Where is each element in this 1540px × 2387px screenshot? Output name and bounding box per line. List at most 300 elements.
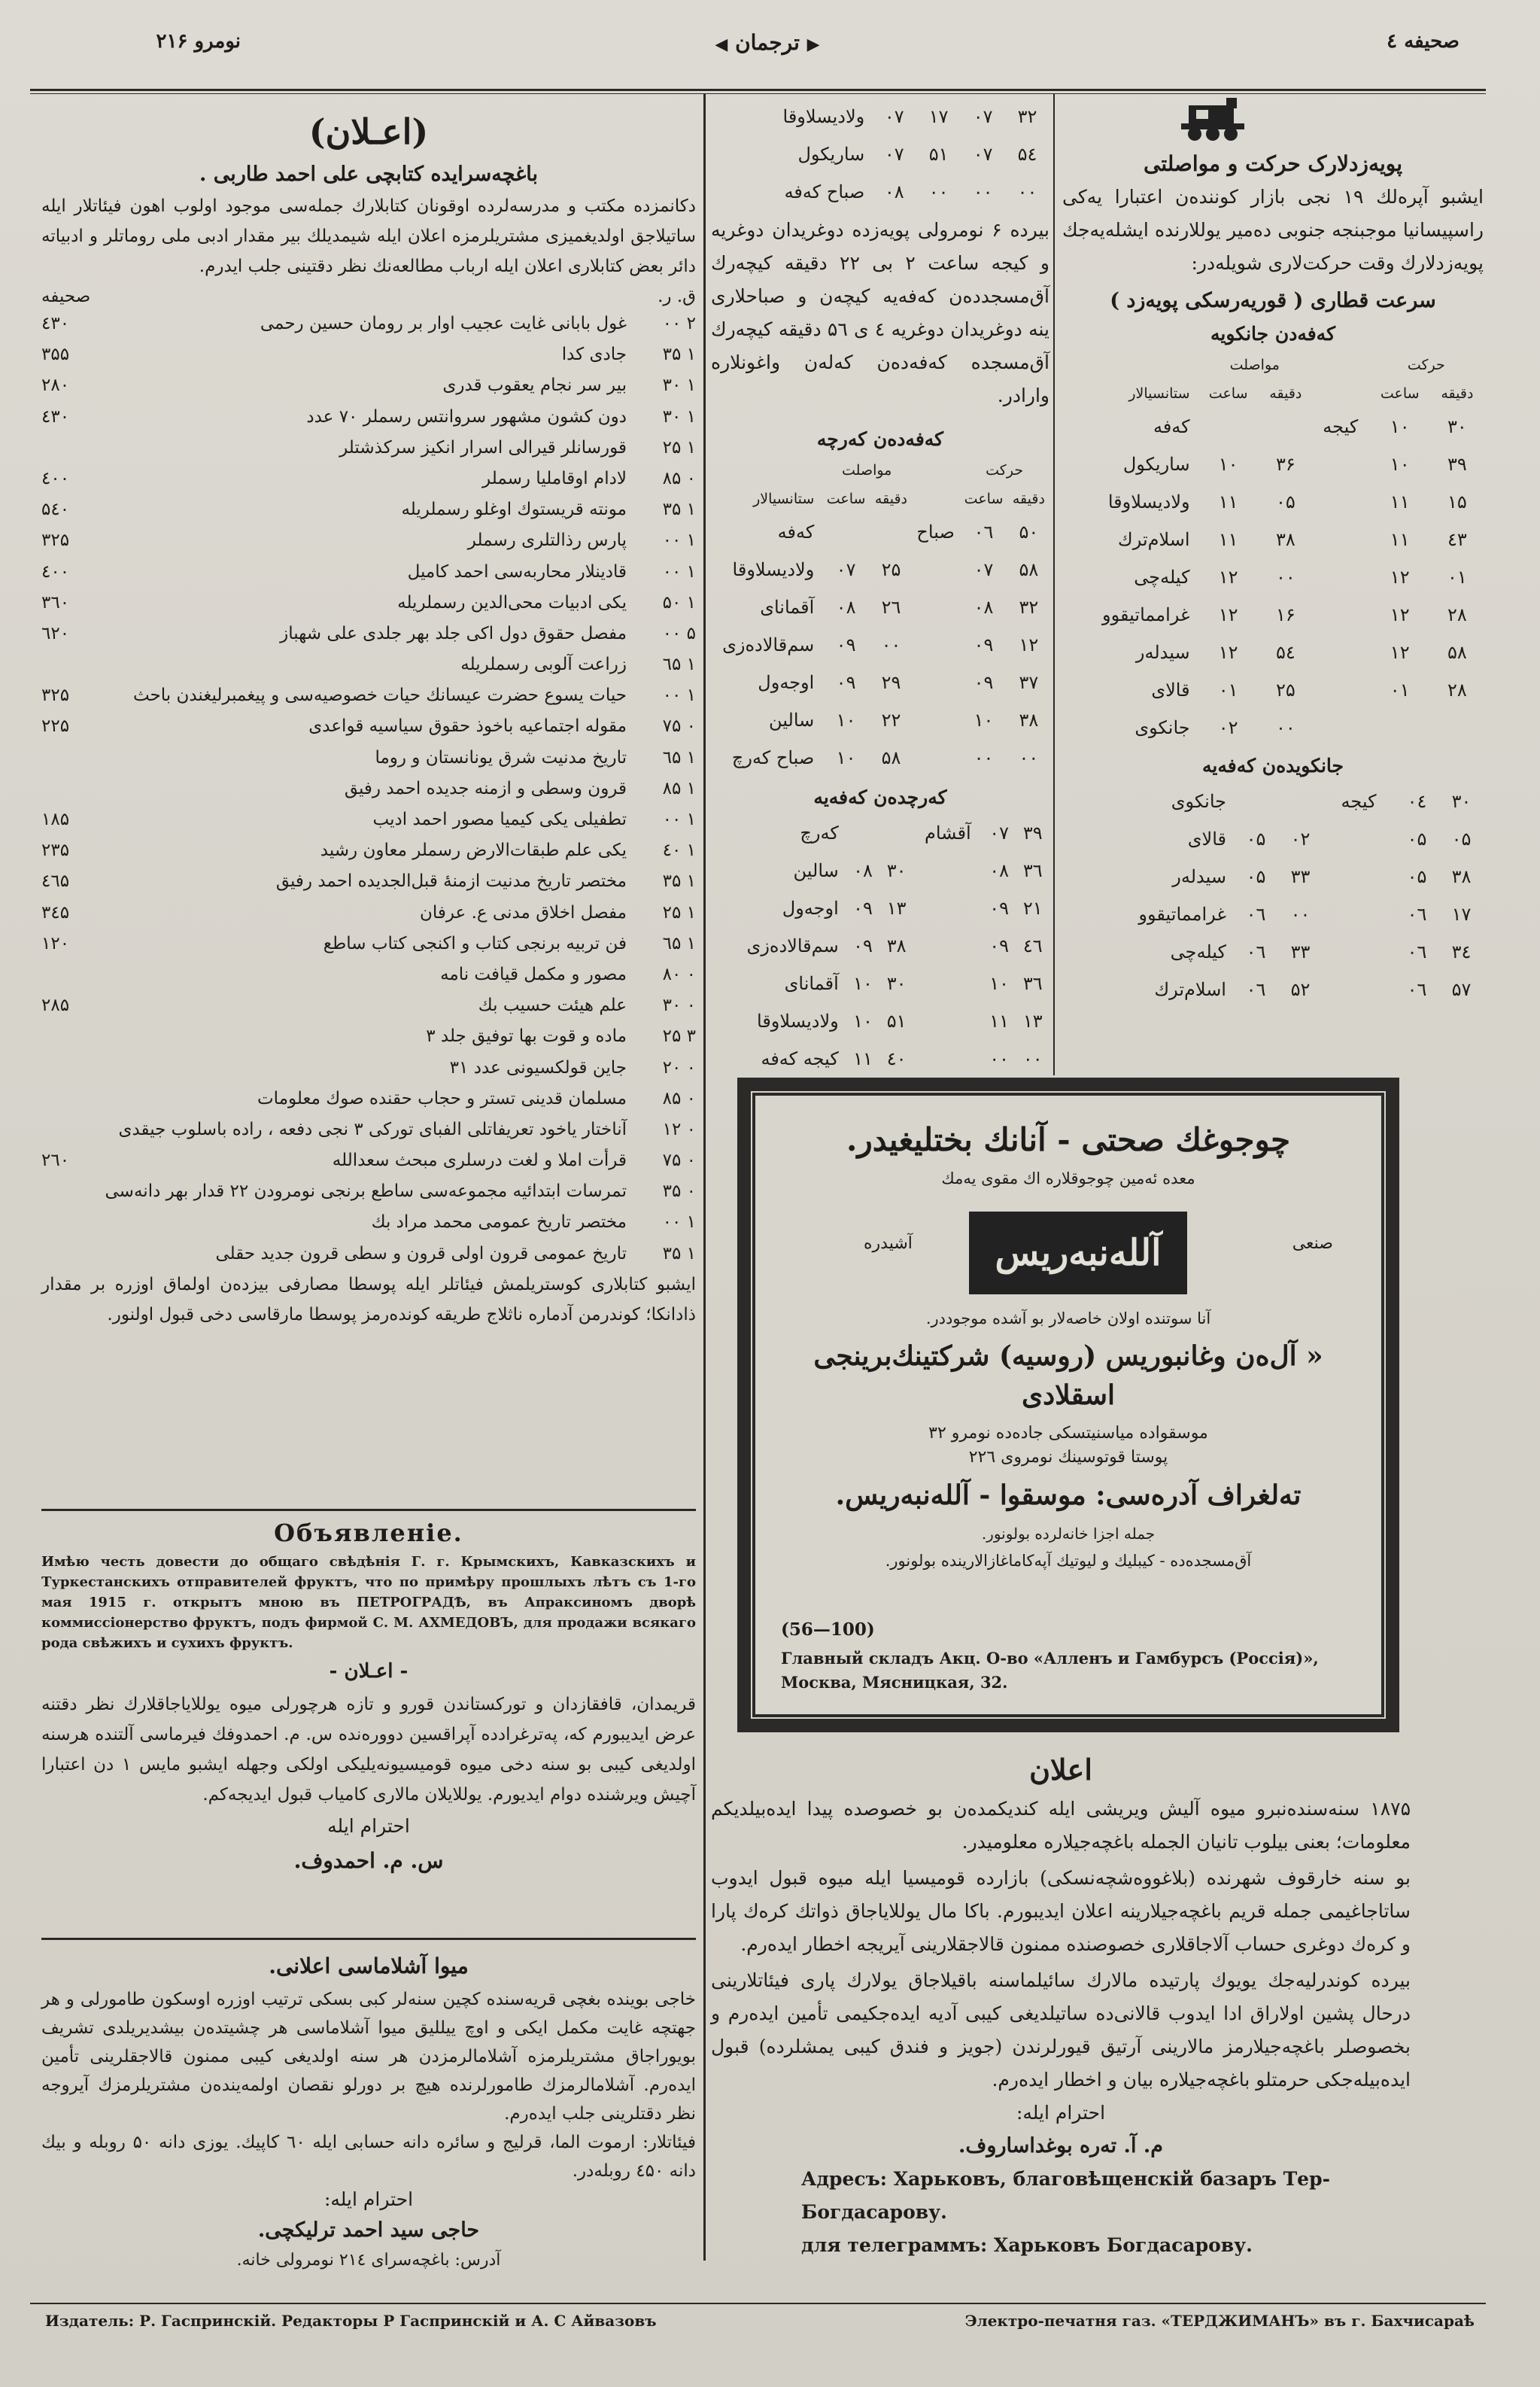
book-list (41, 309, 696, 1270)
time-cell: ۳۳ (1290, 941, 1311, 962)
book-title: مختصر تاریخ مدنیت ازمنهٔ قبل‌الجدیده احمد رفیق (275, 871, 627, 892)
russian-body: Имѣю честь довести до общаго свѣдѣнія Г. г. Крымскихъ, Кавказскихъ и Туркестанскихъ отправителей фруктъ, что по примѣру прошлыхъ лѣтъ съ 1-го мая 1915 г. открытъ мною въ ПЕТРОГРАДѢ, въ Апраксиномъ дворѣ коммиссіонерство фруктъ, подъ фирмой С. М. АХМЕДОВЪ, для продажи всякаго рода свѣжихъ и сухихъ фруктъ. (41, 1554, 696, 1651)
timetable-row (1062, 709, 1484, 747)
russian-title: Объявленіе. (274, 1519, 463, 1547)
kharkov-regards: احترام ایله: (1016, 2102, 1106, 2124)
station-name: ولادیسلاوقا (1107, 491, 1190, 512)
timetable-row (711, 965, 1049, 1002)
book-item (41, 866, 696, 897)
book-price: ۱ ٦۵ (662, 655, 696, 675)
time-cell: ۰۷ (989, 823, 1010, 844)
time-cell (1323, 858, 1395, 896)
timetable-kefe-kerch (711, 456, 1049, 777)
book-title: مصور و مکمل قیافت نامه (440, 964, 627, 984)
book-item (41, 929, 696, 959)
book-item (41, 680, 696, 711)
book-pages: ۳٦۰ (41, 592, 70, 613)
book-price: ۱ ۳۵ (662, 500, 696, 520)
book-title: تاریخ عمومی قرون اولی قرون و سطی قرون جدید حقلی (215, 1243, 627, 1263)
book-pages: ۳۲۵ (41, 531, 70, 551)
timetable-row (1062, 596, 1484, 634)
timetable-rows (711, 513, 1049, 777)
time-cell (1312, 521, 1369, 558)
book-price: ۰ ۸۰ (662, 964, 696, 984)
timetable-rows (1062, 408, 1484, 747)
book-price: ۰ ۸۵ (662, 468, 696, 488)
time-cell: ۰٦ (974, 521, 994, 543)
ad-telegraph: ته‌لغراف آدره‌سی: موسقوا - آلله‌نبه‌ریس. (835, 1479, 1302, 1511)
timetable-row (1062, 521, 1484, 558)
time-cell: ۵٤ (1275, 642, 1295, 663)
timetable-kefe-jankoy (1062, 351, 1484, 747)
left-arrow-icon: ◀ (715, 35, 728, 54)
timetable-row (711, 173, 1049, 211)
timetable-row (711, 889, 1049, 927)
time-cell: ۰۰ (974, 747, 994, 768)
book-title: یکی ادبیات محی‌الدین رسملریله (397, 592, 627, 613)
time-cell: ۰٦ (1407, 979, 1427, 1000)
time-cell: ٤۰ (886, 1048, 907, 1069)
time-cell: صباح (916, 521, 955, 543)
railway-section (1062, 147, 1484, 1008)
station-name: اوجه‌ول (758, 672, 815, 693)
book-price: ۱ ۳۵ (662, 345, 696, 365)
time-cell: ۱۱ (853, 1048, 873, 1069)
page-label: صحیفه ٤ (1387, 30, 1460, 53)
timetable-row (711, 852, 1049, 889)
section-rule (41, 1509, 696, 1511)
time-cell: ۱۰ (853, 973, 873, 994)
timetable-rows (711, 98, 1049, 211)
time-cell: ۱۲ (1390, 642, 1410, 663)
timetable-row (711, 626, 1049, 664)
book-title: جاین قولکسیونی عدد ۳۱ (449, 1057, 627, 1078)
kharkov-address: Адресъ: Харьковъ, благовѣщенскій базаръ Тер-Богдасарову. (801, 2168, 1330, 2223)
book-pages: ۲۲۵ (41, 716, 70, 737)
book-title: تاریخ مدنیت شرق یونانستان و روما (375, 747, 627, 768)
time-cell: ۰۹ (989, 935, 1010, 956)
time-cell (879, 814, 913, 852)
time-cell: ۱۰ (974, 710, 994, 731)
station-name: آقمانای (760, 597, 815, 618)
book-price: ۰ ۱۲ (662, 1119, 696, 1139)
time-cell: ۱۲ (1218, 604, 1238, 625)
book-title: مفصل حقوق دول اکی جلد بهر جلدی علی شهباز (280, 623, 627, 643)
book-title: قورسانلر قیرالی اسرار انکیز سرکذشتلر (339, 437, 627, 458)
book-price: ۱ ۲۵ (662, 437, 696, 458)
book-pages: ٤٦۵ (41, 871, 70, 892)
book-title: جادی کدا (561, 345, 627, 365)
fruit-ad-body: خاجی بوینده بغچی قریه‌سنده کچین سنه‌لر کبی بسکی ترتیب اوزره اوسکون طامورلی و هر جهتچه غایت مکمل ایکی و اوچ ییللیق میوا آشلاماسی هر چشیتده‌ن بیشدیریلدی تشریف بویوراجاق مشتریلرمزه آشلامالرمزدن هر سنه اولدیغی کیبی ممنون قالاجقلرینی تأمین ایده‌رم. آشلامالرمزك طامورلرنده هیچ بر دورلو نقصان اولمه‌ینده‌ن مشتریلرمزك آیروجه نظر دقتلرینی جلب ایده‌رم. (41, 1990, 696, 2124)
time-cell: ۵۸ (881, 747, 901, 768)
col-station: ستانسیالار (1128, 385, 1190, 402)
newspaper-name (647, 30, 888, 55)
column-divider-right (1053, 93, 1055, 1075)
time-cell: ۰۸ (884, 181, 904, 202)
book-title: قرأت املا و لغت درسلری مبحث سعدالله (332, 1151, 627, 1171)
book-title: بیر سر نجام یعقوب قدری (442, 376, 627, 396)
time-cell: ۰۵ (1451, 829, 1472, 850)
book-title: ماده و قوت بها توفیق جلد ۳ (426, 1026, 627, 1047)
time-cell: ۵٤ (1017, 144, 1037, 165)
station-name: ساریکول (1122, 454, 1190, 475)
book-price: ۱ ۳۰ (662, 406, 696, 427)
time-cell: ۰۱ (1218, 680, 1238, 701)
ad-right-word: آشیدره (864, 1234, 913, 1253)
station-name: قالای (1151, 680, 1190, 701)
col-pages: صحیفه (41, 287, 91, 306)
ad-headline: چوجوغك صحتی - آنانك بختلیغیدر. (846, 1121, 1291, 1158)
book-item (41, 743, 696, 774)
book-pages: ۲۳۵ (41, 841, 70, 861)
time-cell: ۰۷ (836, 559, 856, 580)
book-pages: ٤۰۰ (41, 468, 70, 488)
station-name: اوجه‌ول (782, 898, 839, 919)
timetable-row (711, 701, 1049, 739)
book-item (41, 402, 696, 433)
time-cell: ۰٦ (1246, 941, 1266, 962)
book-title: مونته قریستوك اوغلو رسملریله (401, 500, 627, 520)
book-item (41, 990, 696, 1021)
book-price: ۱ ٦۵ (662, 933, 696, 953)
book-item (41, 433, 696, 464)
timetable-rows (1062, 783, 1484, 1008)
time-cell: ۳٦ (1022, 973, 1043, 994)
time-cell: کیجه (1323, 416, 1359, 437)
timetable-row (1062, 858, 1484, 896)
time-cell: ۵۷ (1451, 979, 1472, 1000)
station-name: سیدله‌ر (1172, 866, 1226, 887)
time-cell: ۱۳ (1022, 1011, 1043, 1032)
station-name: جانکوی (1171, 791, 1226, 812)
station-name: ولادیسلاوقا (782, 106, 865, 127)
book-item (41, 711, 696, 742)
time-cell: ۰۰ (1275, 717, 1295, 738)
book-item (41, 959, 696, 990)
col-arrival: مواصلت (842, 462, 892, 479)
ad-note2: جمله اجزا خانه‌لرده بولونور. (981, 1525, 1156, 1543)
timetable-row (711, 1002, 1049, 1040)
col-hour: ساعت (1380, 385, 1420, 402)
ad-address2: پوستا قوتوسینك نومروی ۲۲٦ (968, 1448, 1168, 1467)
book-pages: ۱۲۰ (41, 933, 70, 953)
book-item (41, 835, 696, 866)
book-title: مختصر تاریخ عمومی محمد مراد بك (371, 1212, 627, 1233)
section-rule-2 (41, 1938, 696, 1940)
time-cell: ۰۷ (884, 106, 904, 127)
time-cell: ۱۲ (1019, 634, 1039, 655)
book-price: ۳ ۲۵ (662, 1026, 696, 1047)
book-ad-intro: دکانمزده مکتب و مدرسه‌لرده اوقونان کتابلارك جمله‌سی موجود اولوب اهون فیئاتلار ایله ساتیلاجق اولدیغمیزی مشتریلرمزه اعلان ایله شیمدیلك بیر مقدار ادبی ملی روماتلر و ادبیاته دائر بعض کتابلاری اعلان ایله ارباب مطالعه‌نك نظر دقتینی جلب ایدرم. (41, 196, 696, 276)
book-price: ۱ ۳۵ (662, 1243, 696, 1263)
book-item (41, 649, 696, 680)
book-item (41, 1176, 696, 1207)
timetable-row (1062, 896, 1484, 933)
book-price: ۰ ۷۵ (662, 716, 696, 737)
time-cell: ۱۱ (1218, 529, 1238, 550)
time-cell: ۰۱ (1390, 680, 1410, 701)
time-cell: ۰۵ (1246, 829, 1266, 850)
time-cell (913, 927, 983, 965)
time-cell: ۰۷ (974, 559, 994, 580)
book-pages: ۳۲۵ (41, 686, 70, 706)
time-cell (912, 739, 959, 777)
col-movement: حرکت (1407, 357, 1445, 373)
col-minute: دقیقه (1269, 385, 1302, 402)
book-price: ۱ ۳۰ (662, 376, 696, 396)
time-cell (1323, 820, 1395, 858)
time-cell: ۳۰ (1451, 791, 1472, 812)
time-cell: ۱۲ (1390, 604, 1410, 625)
time-cell: ۰۹ (974, 672, 994, 693)
col-station: ستانسیالار (753, 491, 815, 507)
time-cell: ۰٦ (1246, 904, 1266, 925)
time-cell: ۰۰ (1022, 1048, 1043, 1069)
right-arrow-icon: ▶ (806, 35, 820, 54)
time-cell: ۰۷ (884, 144, 904, 165)
timetable-row (711, 927, 1049, 965)
ad-company: « آل‌ه‌ن وغانبوریس (روسیه) شرکتینك‌برینجی اسقلادی (813, 1340, 1323, 1411)
col-minute: دقیقه (874, 491, 907, 507)
book-ad-footer: ایشبو کتابلاری کوستریلمش فیئاتلر ایله پوسطا مصارفی بیزده‌ن اولماق اوزره بر مقدار ذادانکا؛ کوندرمن آدماره ناثلاج طریقه کونده‌رمز پوسطا مارقاسی دخی قبول اولنور. (41, 1274, 696, 1324)
time-cell: ۳۸ (1019, 710, 1039, 731)
time-cell (912, 664, 959, 701)
timetable-row (1062, 445, 1484, 483)
time-cell: ۰۲ (1218, 717, 1238, 738)
station-name: سم‌قالاده‌زی (722, 634, 815, 655)
book-item (41, 804, 696, 835)
time-cell: ۱۲ (1218, 567, 1238, 588)
header-rule (30, 89, 1486, 91)
time-cell: ۱۰ (836, 747, 856, 768)
time-cell: ۰۰ (1019, 747, 1039, 768)
time-cell: ۲۸ (1447, 680, 1467, 701)
book-title: فن تربیه برنجی کتاب و اکنجی کتاب ساطع (323, 933, 627, 953)
time-cell: کیجه (1341, 791, 1377, 812)
timetable-continued (711, 98, 1049, 1078)
book-pages: ۲۸۵ (41, 996, 70, 1016)
tatar-body: قریمدان، قافقازدان و تورکستاندن قورو و تازه هرچورلی میوه یوللایاجاقلارك نظر دقتنه عرض ایدیبورم که، پەترغرادده آپراقسین دووره‌نده س. م. احمدوفك فیرماسی آلتنده هرسنه اولدیغی کیبی بو سنه دخی میوه قومیسیونه‌یلیکی اولکی وجهله ایشبو مایس ۱ دن اعتبارا آچیش ویرشنده دوام ایدیورم. یوللایلان مالاری کامیاب قبول ایدیجه‌کم. (41, 1695, 696, 1805)
time-cell: ۳۲ (1017, 106, 1037, 127)
time-cell: ۱۷ (928, 106, 949, 127)
book-title: علم هیئت حسیب بك (478, 996, 627, 1016)
time-cell: ۰۵ (1407, 829, 1427, 850)
kharkov-telegram: для телеграммъ: Харьковъ Богдасарову. (801, 2234, 1253, 2256)
station-name: غرامماتیقوو (1102, 604, 1190, 625)
time-cell: ۱۲ (1390, 567, 1410, 588)
time-cell: ۳۰ (886, 860, 907, 881)
brand-logo: آلله‌نبه‌ریس (969, 1212, 1187, 1294)
time-cell (912, 588, 959, 626)
time-cell: ۰۹ (836, 634, 856, 655)
book-item (41, 525, 696, 556)
time-cell: ۵۸ (1447, 642, 1467, 663)
timetable-row (1062, 483, 1484, 521)
station-name: سالین (769, 710, 815, 731)
time-cell (1312, 596, 1369, 634)
book-price: ۱ ۰۰ (662, 531, 696, 551)
akhmedov-notice (41, 1514, 696, 1879)
book-item (41, 774, 696, 804)
station-name: که‌رچ (800, 823, 839, 844)
station-name: اسلام‌ترك (1117, 529, 1190, 550)
book-title: قرون وسطی و ازمنه جدیده احمد رفیق (344, 778, 627, 798)
time-cell: ۱۵ (1447, 491, 1467, 512)
book-item (41, 370, 696, 401)
station-name: کیله‌چی (1170, 941, 1226, 962)
station-name: سیدله‌ر (1135, 642, 1190, 663)
imprint-press: Электро-печатня газ. «ТЕРДЖИМАНЪ» въ г. Бахчисараѣ (964, 2312, 1475, 2330)
timetable-row (711, 135, 1049, 173)
ad-address1: موسقواده میاسنیتسکی جاده‌ده نومرو ۳۲ (928, 1424, 1208, 1443)
ad-note1: آنا سوتنده اولان خاصه‌لار بو آشده موجوددر. (925, 1309, 1211, 1327)
header-rule-thin (30, 93, 1486, 94)
time-cell: ۱۱ (1390, 491, 1410, 512)
kharkov-signature: م. آ. تەرە بوغداساروف. (958, 2134, 1163, 2157)
time-cell (1259, 408, 1312, 445)
book-item (41, 339, 696, 370)
book-item (41, 1207, 696, 1238)
book-item (41, 1021, 696, 1052)
station-name: صباح که‌رچ (731, 747, 815, 768)
book-price: ۱ ۸۵ (662, 778, 696, 798)
timetable-row (711, 551, 1049, 588)
time-cell: ۲٦ (881, 597, 901, 618)
time-cell: ۱۰ (1218, 454, 1238, 475)
timetable-row (711, 588, 1049, 626)
book-title: تمرسات ابتدائیه مجموعه‌سی ساطع برنجی نومرودن ۲۲ قدار بهر دانه‌سی (105, 1181, 627, 1202)
time-cell: ۲۵ (881, 559, 901, 580)
book-price: ۰ ۷۵ (662, 1151, 696, 1171)
timetable-row (1062, 933, 1484, 971)
fruit-ad-regards: احترام ایله: (323, 2188, 414, 2210)
timetable-row (711, 664, 1049, 701)
book-title: آناختار یاخود تعریفاتلی الفبای تورکی ۳ نجی دفعه ، راده باسلوب جیقدی (118, 1119, 627, 1139)
book-list-header (41, 281, 696, 309)
time-cell: ۰۰ (928, 181, 949, 202)
book-title: مقوله اجتماعیه باخوذ حقوق سیاسیه قواعدی (308, 716, 627, 737)
time-cell: ۲۱ (1022, 898, 1043, 919)
col-arrival: مواصلت (1229, 357, 1280, 373)
book-item (41, 1084, 696, 1114)
time-cell (1198, 408, 1259, 445)
timetable-row (1062, 971, 1484, 1008)
book-price: ۰ ۳۰ (662, 996, 696, 1016)
book-price: ۱ ٦۵ (662, 747, 696, 768)
time-cell: ۱۶ (1275, 604, 1295, 625)
book-price: ۱ ۵۰ (662, 592, 696, 613)
time-cell: ۰٦ (1407, 941, 1427, 962)
book-item (41, 557, 696, 588)
time-cell: ۳۳ (1290, 866, 1311, 887)
col-hour: ساعت (826, 491, 866, 507)
book-pages: ٤۳۰ (41, 314, 70, 333)
book-title: مسلمان قدینی تستر و حجاب حقنده صوك معلومات (257, 1088, 627, 1108)
station-name: ساریکول (797, 144, 865, 165)
time-cell: ۰٦ (1246, 979, 1266, 1000)
timetable-kerch-kefe (711, 814, 1049, 1078)
time-cell: ۱۲ (1218, 642, 1238, 663)
timetable-row (711, 1040, 1049, 1078)
fruit-ad-signature: حاجی سید احمد ترلیکچی. (257, 2218, 480, 2242)
time-cell: ۰۷ (973, 106, 993, 127)
timetable-row (711, 814, 1049, 852)
time-cell: ۲۹ (881, 672, 901, 693)
time-cell: ۳۰ (1447, 416, 1467, 437)
time-cell: ۰۹ (853, 898, 873, 919)
time-cell: ۳٦ (1022, 860, 1043, 881)
time-cell: ۰۰ (1017, 181, 1037, 202)
issue-number: نومرو ۲۱۶ (156, 30, 241, 53)
timetable-jankoy-kefe (1062, 783, 1484, 1008)
book-price: ۰ ۳۵ (662, 1181, 696, 1202)
time-cell: ۱۰ (836, 710, 856, 731)
time-cell: ۳۸ (886, 935, 907, 956)
book-price: ۲ ۰۰ (662, 314, 696, 333)
book-price: ۱ ۲۵ (662, 902, 696, 923)
time-cell (913, 889, 983, 927)
station-name: سم‌قالاده‌زی (746, 935, 839, 956)
time-cell (1312, 483, 1369, 521)
time-cell (1234, 783, 1278, 820)
book-item (41, 309, 696, 339)
time-cell: ۰۹ (989, 898, 1010, 919)
time-cell (1312, 709, 1369, 747)
station-name: اسلام‌ترك (1154, 979, 1226, 1000)
time-cell: ۳۸ (1451, 866, 1472, 887)
time-cell: ۵۰ (1019, 521, 1039, 543)
book-pages: ۵٤۰ (41, 500, 70, 520)
time-cell: ۰۰ (1275, 567, 1295, 588)
book-pages: ۱۸۵ (41, 810, 70, 829)
fruit-ad-title: میوا آشلاماسی اعلانی. (269, 1954, 469, 1978)
col-hour: ساعت (964, 491, 1004, 507)
book-title: تطفیلی یکی کیمیا مصور احمد ادیب (372, 810, 627, 829)
ad-note3: آق‌مسجده‌ده - کیبلیك و لیوتیك آپه‌کاماغازالارینده بولونور. (885, 1552, 1252, 1570)
kharkov-p1: ۱۸۷۵ سنه‌سنده‌نبرو میوه آلیش ویریشی ایله کندیکمده‌ن بو خصوصده پیدا ایده‌بیلدیکم معلومات؛ بعنی بیلوب تانیان الجمله باغچه‌جیلاره معلومیدر. (711, 1798, 1411, 1853)
book-pages: ٤۳۰ (41, 406, 70, 427)
time-cell: ۰۵ (1407, 866, 1427, 887)
time-cell: ۲۲ (881, 710, 901, 731)
tatar-title: - اعـلان - (329, 1660, 409, 1683)
book-price: ۵ ۰۰ (662, 623, 696, 643)
time-cell (822, 513, 870, 551)
station-name: غرامماتیقوو (1138, 904, 1226, 925)
ad-russian: Главный складъ Акц. О-во «Алленъ и Гамбурсъ (Россія)», Москва, Мясницкая, 32. (781, 1649, 1319, 1692)
time-cell: ۰۵ (1275, 491, 1295, 512)
railway-note: بیرده ۶ نومرولی پویه‌زده دوغریدان دوغریه و کیجه ساعت ۲ بی ۲۲ دقیقه کیچه‌رك آق‌مسجدده‌ن که‌فه‌یه کیچه‌ن و صباحلاری ینه دوغریدان دوغریه ٤ ی ۵٦ دقیقه کیچه‌رك آق‌مسجده که‌فه‌ده‌ن که‌له‌ن واغونلاره وارادر. (711, 219, 1049, 406)
time-cell (1323, 933, 1395, 971)
time-cell (913, 965, 983, 1002)
book-price: ۱ ۳۵ (662, 871, 696, 892)
time-cell: ۳۹ (1447, 454, 1467, 475)
station-name: جانکوی (1134, 717, 1190, 738)
book-title: دون کشون مشهور سروانتس رسملر ۷۰ عدد (306, 406, 627, 427)
col-minute: دقیقه (1441, 385, 1474, 402)
station-name: کیجه که‌فه (761, 1048, 839, 1069)
book-pages: ٦۲۰ (41, 623, 70, 643)
time-cell: ۳۸ (1275, 529, 1295, 550)
footer-rule (30, 2303, 1486, 2304)
book-item (41, 494, 696, 525)
newspaper-title: ترجمان (735, 30, 800, 55)
fruit-ad-address: آدرس: باغچه‌سرای ۲۱٤ نومرولی خانه. (236, 2251, 501, 2270)
time-cell: ۱۰ (1390, 454, 1410, 475)
timetable-row (1062, 783, 1484, 820)
ad-ref: (56—100) (781, 1619, 875, 1640)
kharkov-p2: بو سنه خارقوف شهرنده (بلاغووه‌شچه‌نسکی) بازارده قومیسیا ایله میوه قبول ایدوب ساتاجاغیمی جمله قریم باغچه‌جیلارینه اعلان ایدیبورم. باکا مال یوللایاجاق ذواتك کره‌ك پارا و کره‌ك دوغری حساب آلاجاقلاری خصوصنده ممنون قالاجقلارینی آیریجه اخطار ایده‌رم. (711, 1867, 1411, 1955)
station-name: که‌فه (1153, 416, 1190, 437)
